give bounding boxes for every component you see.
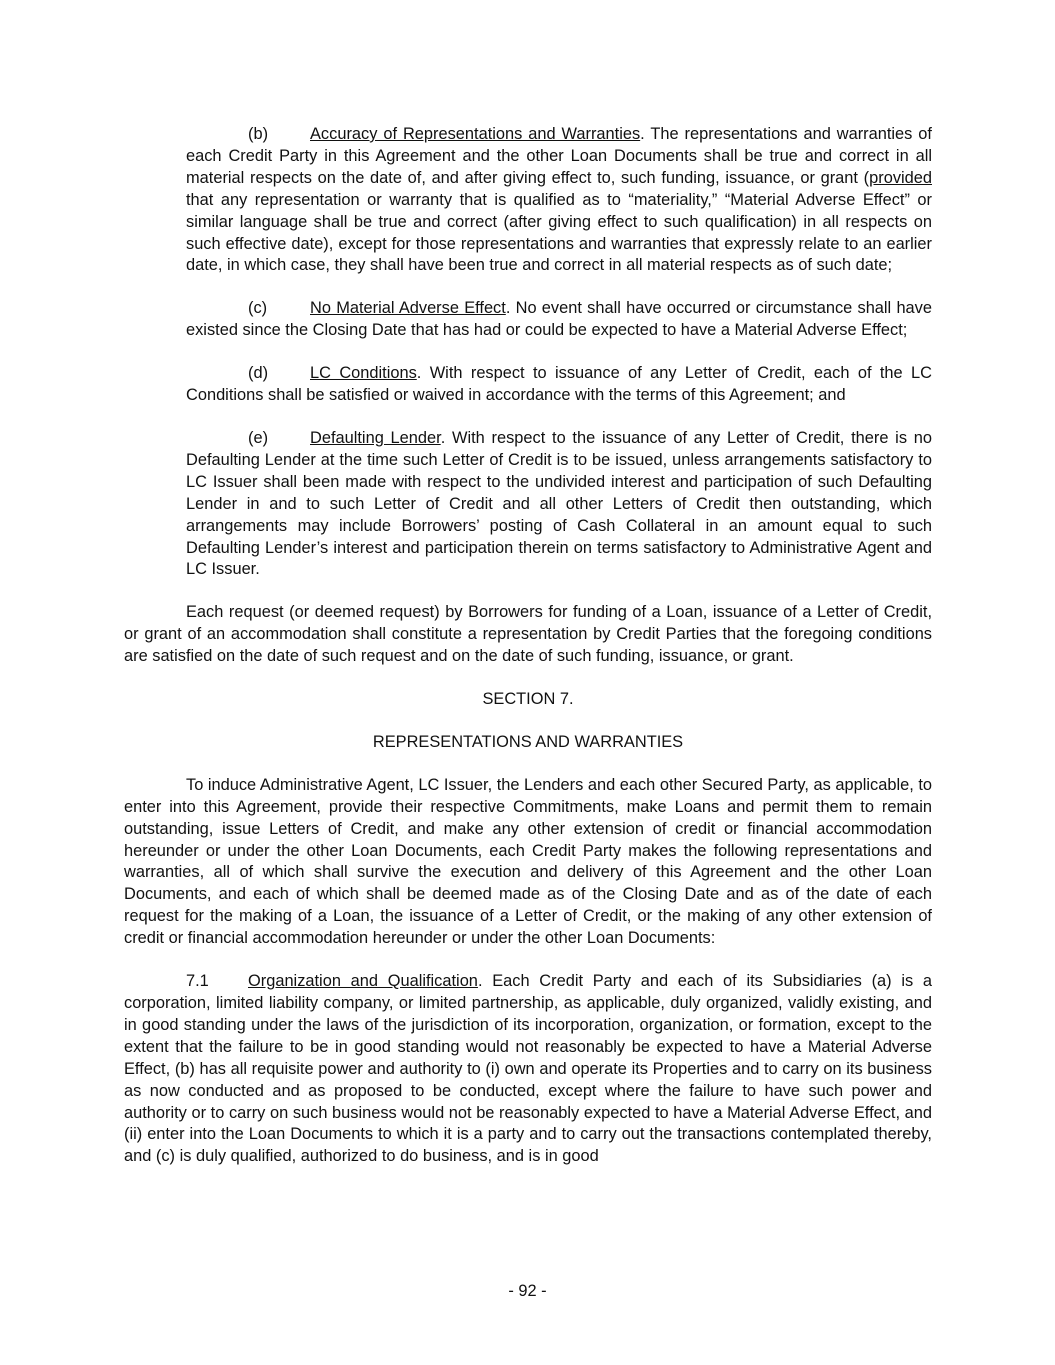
section-title: REPRESENTATIONS AND WARRANTIES bbox=[372, 732, 684, 751]
subsection-text: . With respect to the issuance of any Letter of Credit, there is no Defaulting Lender at the time such Letter of Credit is to be issued, unless arrangements satisfactory to LC Issuer shall been made with respect to the undivided interest and participation of such Defaulting Lender in and to such Letter of Credit and all other Letters of Credit then outstanding, which arrangements may include Borrowers’ posting of Cash Collateral in an amount equal to such Defaulting Lender’s interest and participation therein on terms satisfactory to Administrative Agent and LC Issuer. bbox=[186, 428, 932, 579]
subsection-c bbox=[186, 298, 932, 342]
subsection-heading: No Material Adverse Effect bbox=[310, 299, 506, 318]
subsection-text: . With respect to issuance of any Letter of Credit, each of the LC Conditions shall be satisfied or waived in accordance with the terms of this Agreement; and bbox=[186, 364, 932, 405]
intro-paragraph: To induce Administrative Agent, LC Issuer, the Lenders and each other Secured Party, as applicable, to enter into this Agreement, provide their respective Commitments, make Loans and permit them to remain outstanding, issue Letters of Credit, and make any other extension of credit or financial accommodation hereunder or under the other Loan Documents, each Credit Party makes the following representations and warranties, all of which shall survive the execution and delivery of this Agreement and the other Loan Documents, and each of which shall be deemed made as of the Closing Date and as of the date of each request for the making of a Loan, the issuance of a Letter of Credit, or the making of any other extension of credit or financial accommodation hereunder or under the other Loan Documents: bbox=[124, 775, 932, 948]
section-heading: Organization and Qualification bbox=[248, 972, 478, 991]
subsection-heading: Accuracy of Representations and Warranties bbox=[310, 125, 641, 143]
each-request-paragraph: Each request (or deemed request) by Borrowers for funding of a Loan, issuance of a Letter of Credit, or grant of an accommodation shall constitute a representation by Credit Parties that the foregoing conditions are satisfied on the date of such request and on the date of such funding, issuance, or grant. bbox=[124, 603, 932, 666]
subsection-text: . No event shall have occurred or circumstance shall have existed since the Closing Date that has had or could be expected to have a Material Adverse Effect; bbox=[186, 299, 932, 340]
subsection-e bbox=[186, 428, 932, 581]
subsection-heading: LC Conditions bbox=[310, 364, 417, 383]
page-number: - 92 - bbox=[508, 1282, 547, 1300]
subsection-label: (c) bbox=[248, 299, 268, 318]
subsection-d bbox=[186, 363, 932, 407]
subsection-text: that any representation or warranty that is qualified as to “materiality,” “Material Adverse Effect” or similar language shall be true and correct (after giving effect to such qualification) in all respects on such effective date), except for those representations and warranties that expressly relate to an earlier date, in which case, they shall have been true and correct in all material respects as of such date; bbox=[186, 190, 932, 275]
subsection-b bbox=[186, 124, 932, 277]
provided-term: provided bbox=[869, 168, 932, 187]
section-label: 7.1 bbox=[186, 972, 209, 991]
section-number: SECTION 7. bbox=[482, 690, 574, 709]
document-page bbox=[124, 124, 932, 1189]
section-text: . Each Credit Party and each of its Subsidiaries (a) is a corporation, limited liability company, or limited partnership, as applicable, duly organized, validly existing, and in good standing under the laws of the jurisdiction of its incorporation, organization, or formation, except to the extent that the failure to be in good standing would not reasonably be expected to have a Material Adverse Effect, (b) has all requisite power and authority to (i) own and operate its Properties and to carry on its business as now conducted and as proposed to be conducted, except where the failure to have such power and authority or to carry on such business would not be reasonably expected to have a Material Adverse Effect, and (ii) enter into the Loan Documents to which it is a party and to carry out the transactions contemplated thereby, and (c) is duly qualified, authorized to do business, and is in good bbox=[124, 972, 933, 1166]
subsection-label: (d) bbox=[248, 364, 269, 383]
subsection-label: (b) bbox=[248, 125, 269, 143]
subsection-text: . The representations and warranties of each Credit Party in this Agreement and the other Loan Documents shall be true and correct in all material respects on the date of, and after giving effect to, such funding, issuance, or grant ( bbox=[186, 125, 932, 187]
subsection-label: (e) bbox=[248, 428, 269, 447]
subsection-heading: Defaulting Lender bbox=[310, 428, 441, 447]
section-7-1 bbox=[124, 971, 932, 1168]
